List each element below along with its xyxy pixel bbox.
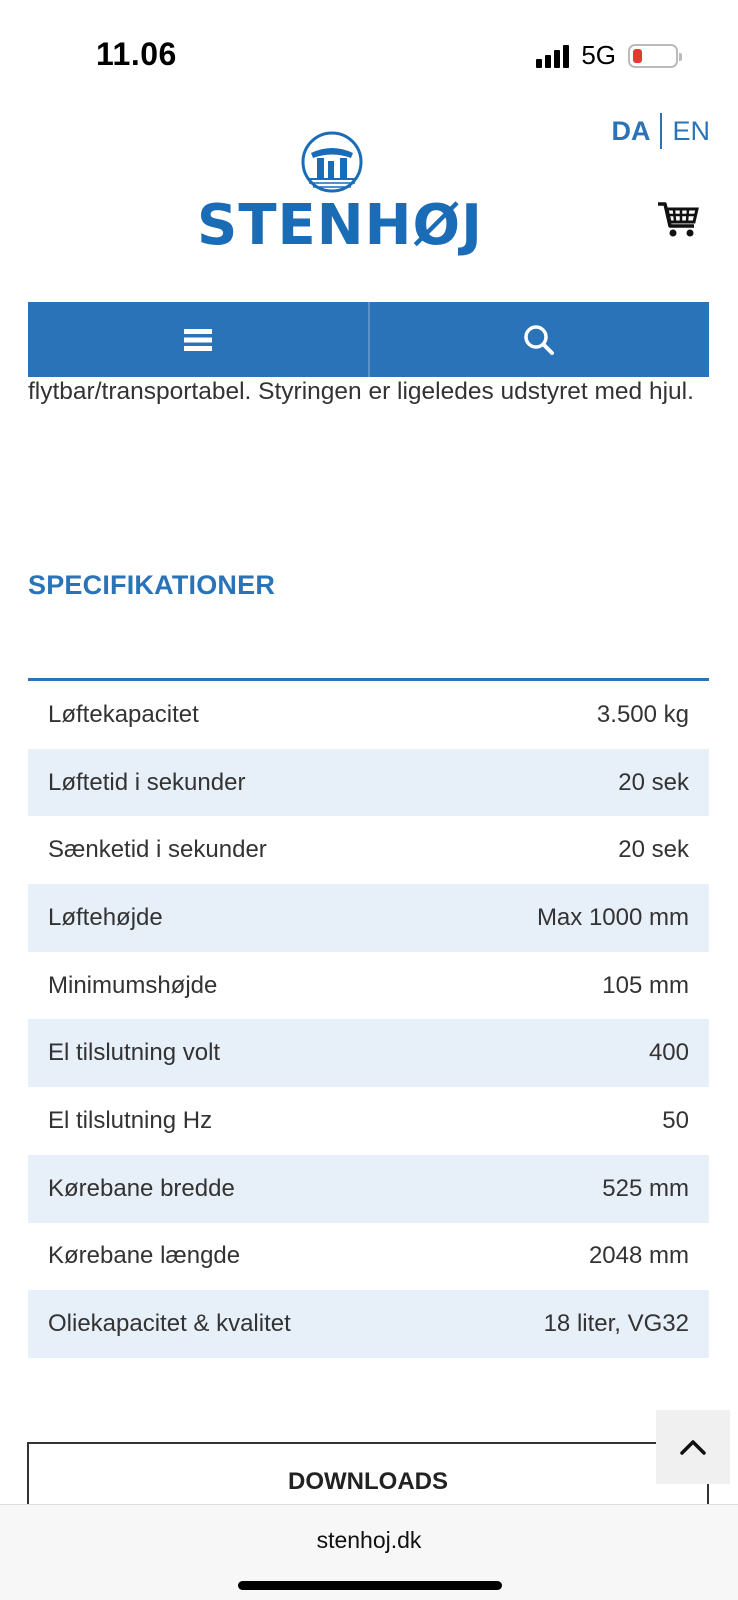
cellular-signal-icon — [536, 44, 569, 68]
spec-row — [28, 1290, 709, 1358]
downloads-label: DOWNLOADS — [288, 1468, 448, 1495]
site-logo[interactable] — [160, 130, 520, 260]
spec-row — [28, 1155, 709, 1223]
spec-value: 525 mm — [602, 1174, 689, 1202]
lang-en-link[interactable]: EN — [672, 115, 710, 146]
spec-value: 105 mm — [602, 971, 689, 999]
spec-table — [28, 678, 709, 1358]
status-indicators — [536, 40, 678, 71]
spec-row — [28, 1223, 709, 1291]
spec-value: 400 — [648, 1039, 689, 1067]
scroll-to-top-button[interactable] — [656, 1410, 730, 1484]
spec-label: Kørebane bredde — [48, 1174, 235, 1202]
spec-label: El tilslutning Hz — [48, 1106, 213, 1134]
network-type: 5G — [581, 40, 616, 70]
language-switch — [611, 113, 710, 149]
spec-value: 50 — [662, 1106, 689, 1134]
home-indicator[interactable] — [238, 1581, 502, 1590]
spec-row — [28, 884, 709, 952]
spec-label: Minimumshøjde — [48, 971, 218, 999]
url-display[interactable]: stenhoj.dk — [316, 1527, 422, 1553]
spec-value: Max 1000 mm — [536, 903, 689, 931]
chevron-up-icon — [679, 1438, 707, 1456]
spec-label: Oliekapacitet & kvalitet — [48, 1310, 291, 1338]
spec-label: Løftehøjde — [48, 903, 163, 931]
menu-button[interactable] — [28, 302, 368, 377]
spec-row — [28, 816, 709, 884]
search-icon — [523, 324, 555, 356]
spec-row — [28, 681, 709, 749]
status-bar — [0, 0, 738, 100]
spec-label: Løftekapacitet — [48, 700, 199, 728]
spec-value: 2048 mm — [588, 1242, 689, 1270]
dolmen-emblem-icon — [301, 131, 363, 193]
main-navbar — [28, 302, 709, 377]
spec-label: Kørebane længde — [48, 1242, 241, 1270]
spec-value: 18 liter, VG32 — [543, 1310, 689, 1338]
spec-heading: SPECIFIKATIONER — [28, 570, 276, 600]
browser-address-bar — [0, 1504, 738, 1600]
logo-wordmark: STENHØJ — [197, 193, 483, 258]
spec-label: Løftetid i sekunder — [48, 768, 246, 796]
hamburger-menu-icon — [184, 329, 212, 351]
lang-da-link[interactable]: DA — [611, 115, 651, 146]
spec-row — [28, 749, 709, 817]
spec-value: 20 sek — [618, 836, 689, 864]
spec-row — [28, 1019, 709, 1087]
battery-icon — [628, 44, 678, 68]
product-description: flytbar/transportabel. Styringen er ligeledes udstyret med hjul. — [28, 378, 694, 405]
spec-row — [28, 1087, 709, 1155]
spec-value: 20 sek — [618, 768, 689, 796]
spec-row — [28, 952, 709, 1020]
spec-value: 3.500 kg — [596, 700, 689, 728]
spec-label: El tilslutning volt — [48, 1039, 221, 1067]
spec-label: Sænketid i sekunder — [48, 836, 267, 864]
status-time: 11.06 — [96, 36, 177, 72]
battery-level — [633, 49, 642, 63]
shopping-cart-icon[interactable] — [656, 200, 700, 240]
search-button[interactable] — [368, 302, 710, 377]
